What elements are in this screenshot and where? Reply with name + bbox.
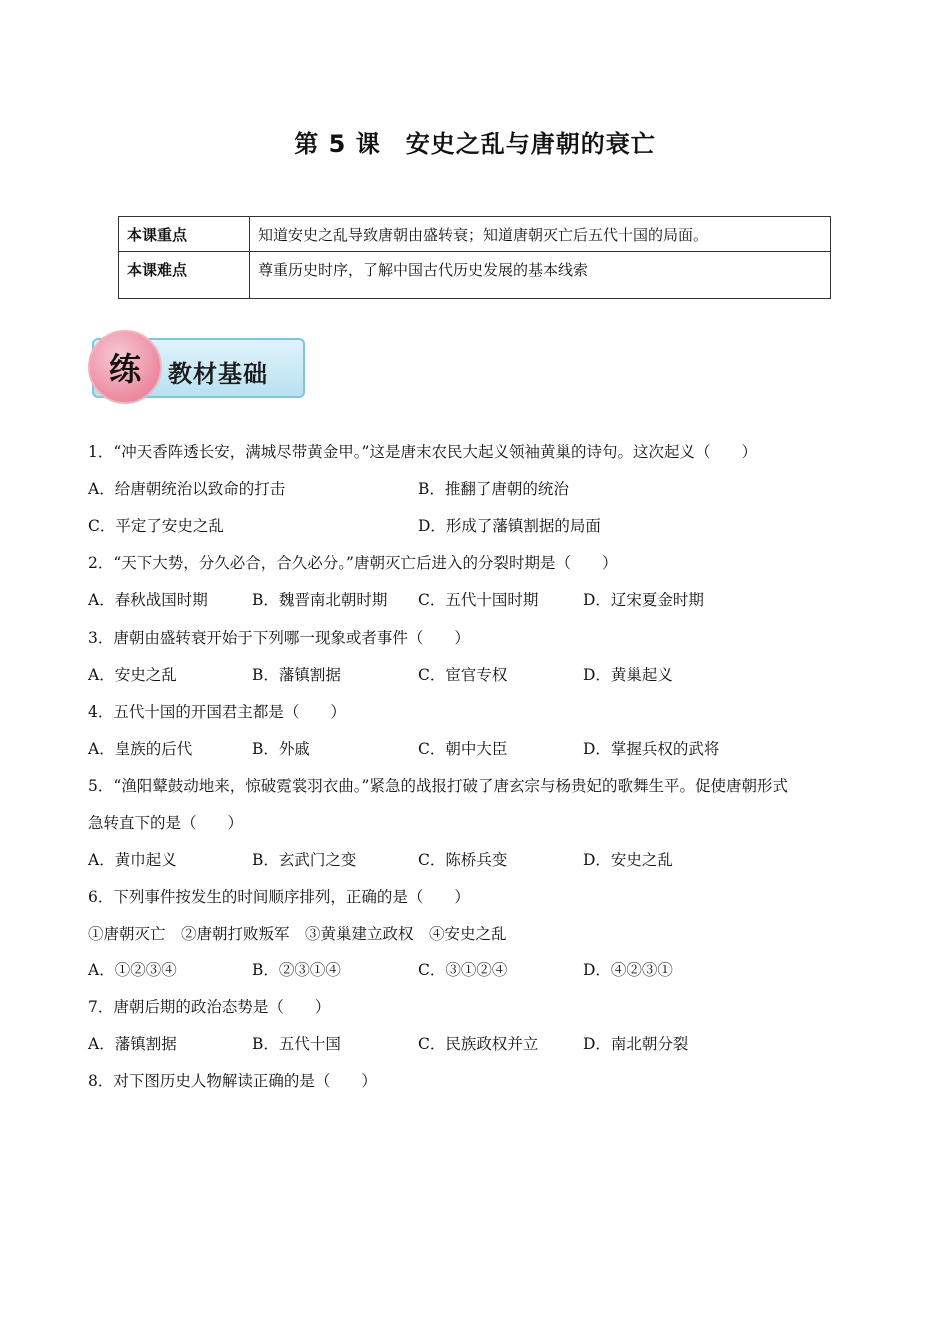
q4-option-b: B．外戚	[252, 740, 310, 758]
q2-option-d: D．辽宋夏金时期	[583, 591, 704, 609]
q3-stem: 3．唐朝由盛转衰开始于下列哪一现象或者事件（ ）	[88, 629, 470, 647]
q5-stem: 5．“渔阳鼙鼓动地来，惊破霓裳羽衣曲。”紧急的战报打破了唐玄宗与杨贵妃的歌舞生平。促使唐朝形式	[88, 777, 788, 795]
q7-option-a: A．藩镇割据	[88, 1035, 177, 1053]
q4-option-c: C．朝中大臣	[418, 740, 508, 758]
key-point-content: 知道安史之乱导致唐朝由盛转衰；知道唐朝灭亡后五代十国的局面。	[250, 217, 831, 252]
q3-option-d: D．黄巢起义	[583, 666, 673, 684]
banner-circle-icon	[88, 330, 162, 404]
q2-option-b: B．魏晋南北朝时期	[252, 591, 388, 609]
q5-option-b: B．玄武门之变	[252, 851, 357, 869]
q8-stem: 8．对下图历史人物解读正确的是（ ）	[88, 1072, 377, 1090]
difficulty-content: 尊重历史时序，了解中国古代历史发展的基本线索	[250, 252, 831, 299]
difficulty-label: 本课难点	[119, 252, 250, 299]
q1-option-c: C．平定了安史之乱	[88, 517, 224, 535]
q4-stem: 4．五代十国的开国君主都是（ ）	[88, 703, 346, 721]
q5-option-c: C．陈桥兵变	[418, 851, 508, 869]
q7-stem: 7．唐朝后期的政治态势是（ ）	[88, 998, 331, 1016]
q6-stem: 6．下列事件按发生的时间顺序排列，正确的是（ ）	[88, 888, 470, 906]
q1-option-a: A．给唐朝统治以致命的打击	[88, 480, 286, 498]
banner-char: 练	[108, 350, 141, 388]
q6-option-d: D．④②③①	[583, 961, 673, 979]
q5-option-d: D．安史之乱	[583, 851, 673, 869]
q3-option-a: A．安史之乱	[88, 666, 177, 684]
q2-stem: 2．“天下大势，分久必合，合久必分。”唐朝灭亡后进入的分裂时期是（ ）	[88, 554, 618, 572]
lesson-goals-table	[118, 216, 831, 299]
q6-events: ①唐朝灭亡 ②唐朝打败叛军 ③黄巢建立政权 ④安史之乱	[88, 925, 507, 943]
table-row	[119, 252, 831, 299]
q3-option-c: C．宦官专权	[418, 666, 508, 684]
section-banner	[88, 330, 303, 404]
q1-option-b: B．推翻了唐朝的统治	[418, 480, 569, 498]
q6-option-a: A．①②③④	[88, 961, 177, 979]
q4-option-a: A．皇族的后代	[88, 740, 193, 758]
q4-option-d: D．掌握兵权的武将	[583, 740, 720, 758]
q7-option-d: D．南北朝分裂	[583, 1035, 689, 1053]
q2-option-c: C．五代十国时期	[418, 591, 539, 609]
q5-option-a: A．黄巾起义	[88, 851, 177, 869]
section-title: 教材基础	[168, 360, 268, 388]
page-title: 第 5 课 安史之乱与唐朝的衰亡	[294, 130, 656, 158]
q7-option-b: B．五代十国	[252, 1035, 341, 1053]
key-point-label: 本课重点	[119, 217, 250, 252]
table-row	[119, 217, 831, 252]
q1-option-d: D．形成了藩镇割据的局面	[418, 517, 601, 535]
q6-option-b: B．②③①④	[252, 961, 341, 979]
q2-option-a: A．春秋战国时期	[88, 591, 208, 609]
q5-stem-continued: 急转直下的是（ ）	[88, 814, 244, 832]
q6-option-c: C．③①②④	[418, 961, 508, 979]
q1-stem: 1．“冲天香阵透长安，满城尽带黄金甲。”这是唐末农民大起义领袖黄巢的诗句。这次起义（ ）	[88, 443, 757, 461]
q3-option-b: B．藩镇割据	[252, 666, 341, 684]
q7-option-c: C．民族政权并立	[418, 1035, 539, 1053]
